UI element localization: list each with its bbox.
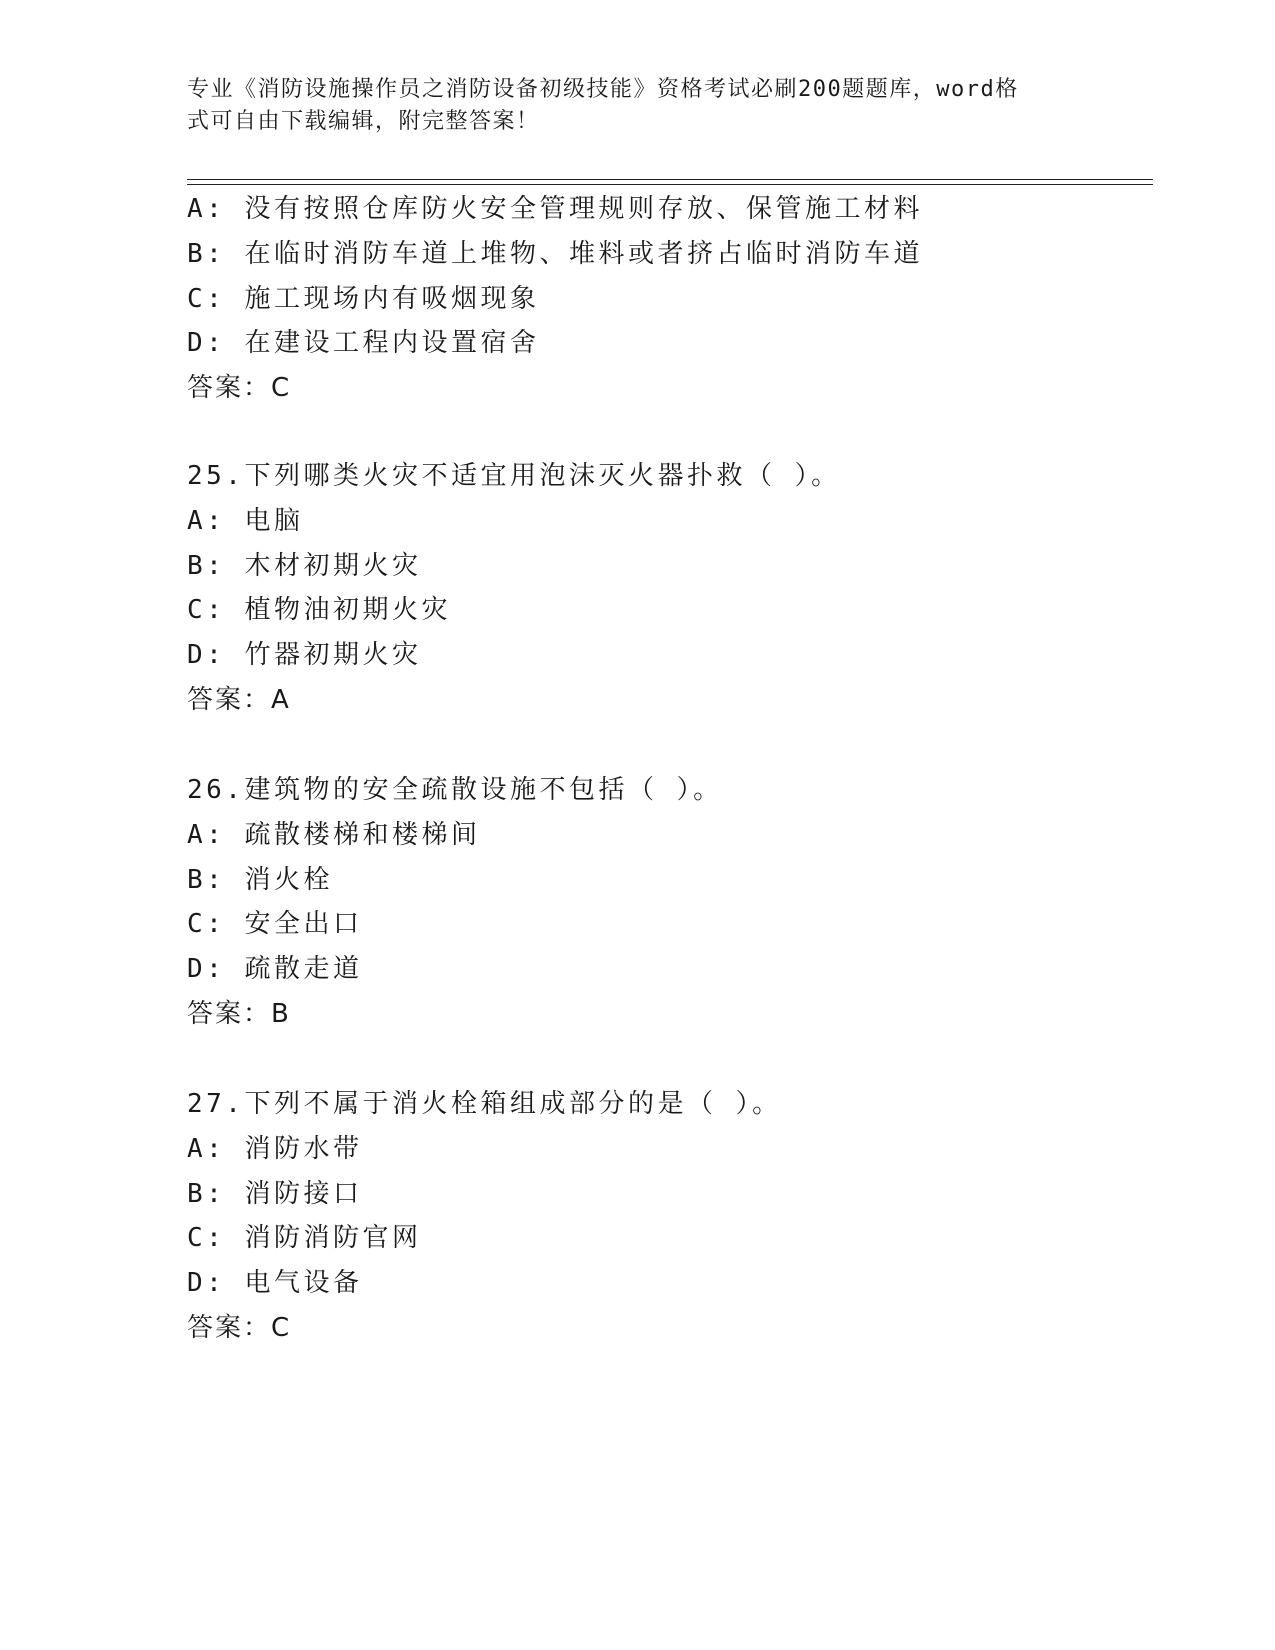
option-b: B: 在临时消防车道上堆物、堆料或者挤占临时消防车道 — [187, 239, 923, 269]
option-b: B: 消火栓 — [187, 865, 333, 895]
option-c: C: 施工现场内有吸烟现象 — [187, 284, 540, 314]
option-c: C: 消防消防官网 — [187, 1223, 422, 1253]
option-c: C: 安全出口 — [187, 909, 363, 939]
answer-line: 答案：C — [187, 373, 292, 403]
header-line-1: 专业《消防设施操作员之消防设备初级技能》资格考试必刷200题题库，word格 — [187, 77, 1019, 102]
question-stem: 25.下列哪类火灾不适宜用泡沫灭火器扑救（ ）。 — [187, 461, 841, 491]
option-a: A: 电脑 — [187, 506, 304, 536]
answer-line: 答案：C — [187, 1313, 292, 1343]
option-b: B: 木材初期火灾 — [187, 551, 422, 581]
question-stem: 26.建筑物的安全疏散设施不包括（ ）。 — [187, 775, 723, 805]
option-a: A: 没有按照仓库防火安全管理规则存放、保管施工材料 — [187, 194, 923, 224]
option-b: B: 消防接口 — [187, 1179, 363, 1209]
answer-line: 答案：A — [187, 685, 291, 715]
header-divider-bottom — [187, 184, 1153, 185]
answer-line: 答案：B — [187, 999, 291, 1029]
question-stem: 27.下列不属于消火栓箱组成部分的是（ ）。 — [187, 1089, 782, 1119]
option-a: A: 疏散楼梯和楼梯间 — [187, 820, 481, 850]
option-d: D: 疏散走道 — [187, 954, 363, 984]
option-a: A: 消防水带 — [187, 1134, 363, 1164]
option-d: D: 在建设工程内设置宿舍 — [187, 328, 540, 358]
header-divider-top — [187, 179, 1153, 180]
option-d: D: 电气设备 — [187, 1268, 363, 1298]
option-c: C: 植物油初期火灾 — [187, 595, 451, 625]
header-line-2: 式可自由下载编辑，附完整答案！ — [187, 109, 540, 134]
document-header — [187, 74, 1067, 138]
option-d: D: 竹器初期火灾 — [187, 640, 422, 670]
